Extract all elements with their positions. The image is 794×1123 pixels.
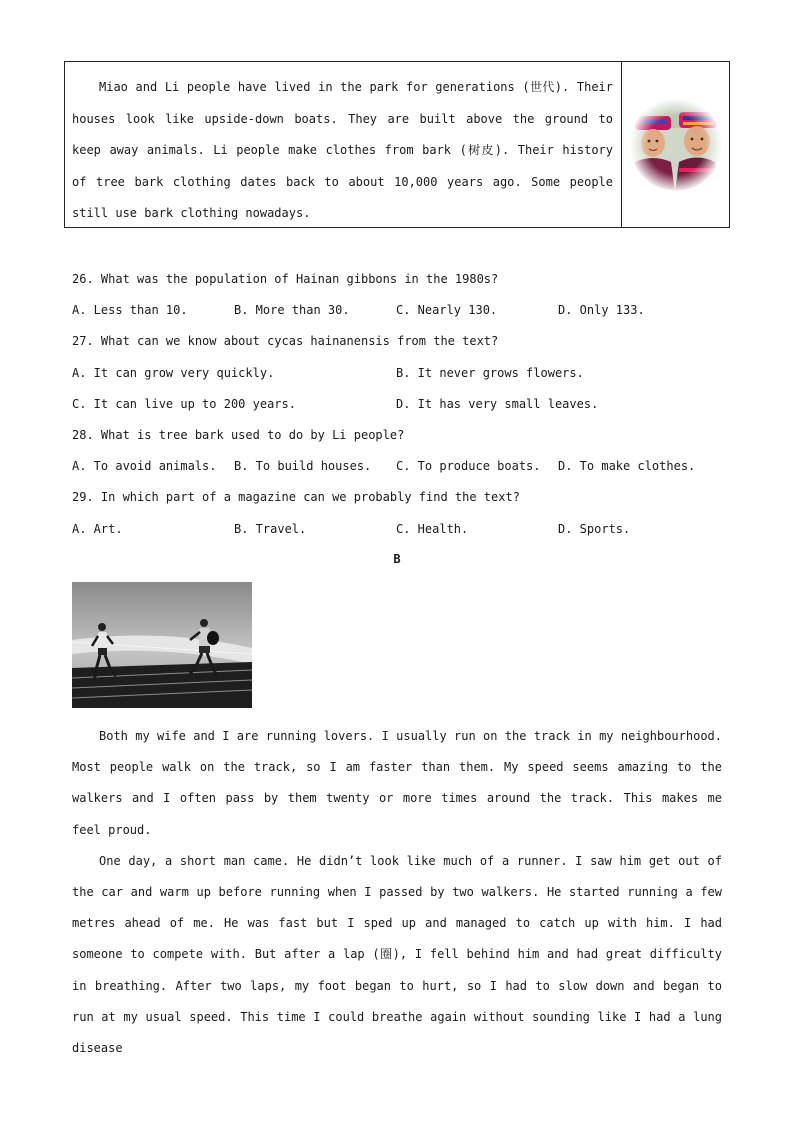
story-paragraph-2: One day, a short man came. He didn’t look like much of a runner. I saw him get out of the car and warm up before running when I passed by two walkers. He started running a few metres ahead of me. He was fast but I sped up and managed to catch up with him. I had someone to compete with. But after a lap (圈), I fell behind him and had great difficulty in breathing. After two laps, my foot began to hurt, so I had to slow down and began to run at my usual speed. This time I could breathe again without sounding like I had a lung disease: [72, 853, 722, 1056]
question-28-stem: 28. What is tree bark used to do by Li people?: [72, 427, 405, 442]
q28-option-a: A. To avoid animals.: [72, 459, 217, 474]
miao-li-women-photo: [629, 98, 723, 192]
q26-option-a: A. Less than 10.: [72, 303, 188, 318]
section-b-heading: B: [393, 552, 401, 566]
q27-option-c: C. It can live up to 200 years.: [72, 396, 296, 411]
question-29-options: [72, 514, 732, 545]
passage-image-cell: [622, 62, 729, 227]
q29-option-b: B. Travel.: [234, 521, 307, 536]
passage-text-cell: [65, 62, 622, 227]
passage-paragraph: Miao and Li people have lived in the park for generations (世代). Their houses look like upside-down boats. They are built above the ground to keep away animals. Li people make clothes from bark (树皮). Their history of tree bark clothing dates back to about 10,000 years ago. Some people still use bark clothing nowadays.: [72, 80, 613, 220]
q28-option-c: C. To produce boats.: [396, 459, 541, 474]
q28-option-b: B. To build houses.: [234, 459, 372, 474]
q26-option-c: C. Nearly 130.: [396, 303, 498, 318]
q26-option-d: D. Only 133.: [558, 303, 645, 318]
passage-box: [64, 61, 730, 228]
q27-option-a: A. It can grow very quickly.: [72, 365, 275, 380]
story-paragraph-1: Both my wife and I are running lovers. I usually run on the track in my neighbourhood. Most people walk on the track, so I am faster than them. My speed seems amazing to the walkers and I often pass by them twenty or more times around the track. This makes me feel proud.: [72, 729, 722, 837]
q27-option-b: B. It never grows flowers.: [396, 365, 584, 380]
q29-option-d: D. Sports.: [558, 521, 631, 536]
question-27-options-row1: [72, 358, 732, 389]
question-26-options: [72, 295, 732, 326]
question-26-stem: 26. What was the population of Hainan gibbons in the 1980s?: [72, 272, 499, 286]
q27-option-d: D. It has very small leaves.: [396, 396, 599, 411]
question-27-options-row2: [72, 389, 732, 420]
q28-option-d: D. To make clothes.: [558, 459, 696, 474]
question-29-stem: 29. In which part of a magazine can we probably find the text?: [72, 490, 520, 505]
q29-option-c: C. Health.: [396, 521, 469, 536]
q29-option-a: A. Art.: [72, 521, 123, 536]
runners-photo: [72, 582, 252, 708]
section-b-passage: [72, 721, 722, 1064]
question-27-stem: 27. What can we know about cycas hainanensis from the text?: [72, 334, 499, 349]
questions-list: [72, 264, 732, 545]
question-28-options: [72, 451, 732, 482]
q26-option-b: B. More than 30.: [234, 303, 350, 318]
